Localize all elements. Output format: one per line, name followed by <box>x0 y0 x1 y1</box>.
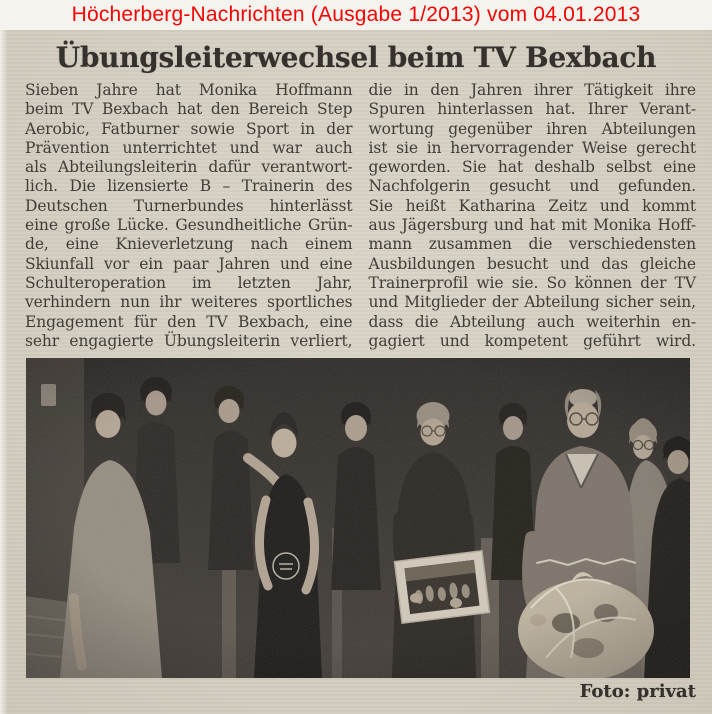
text-line: und Mitglieder der Abteilung sicher sein, <box>368 293 696 312</box>
text-line: Nachfolgerin gesucht und gefunden. <box>368 177 696 196</box>
text-line: lich. Die lizensierte B – Trainerin des <box>25 177 353 196</box>
article-body <box>0 74 712 351</box>
text-line: Aerobic, Fatburner sowie Sport in der <box>25 119 353 138</box>
text-line: Engagement für den TV Bexbach, eine <box>25 312 353 331</box>
group-photo-illustration <box>26 358 690 678</box>
text-line: als Abteilungsleiterin dafür verantwort- <box>25 158 353 177</box>
text-line: Prävention unterrichtet und war auch <box>25 138 353 157</box>
text-line: mann zusammen die verschiedensten <box>368 235 696 254</box>
text-line: die in den Jahren ihrer Tätigkeit ihre <box>368 81 696 99</box>
article-column-left <box>25 81 353 351</box>
masthead <box>0 0 712 30</box>
text-line: ist sie in hervorragender Weise gerecht <box>368 138 696 157</box>
masthead-title: Höcherberg-Nachrichten (Ausgabe 1/2013) vom 04.01.2013 <box>71 3 641 26</box>
article-column-right <box>369 81 697 351</box>
text-line: wortung gegenüber ihren Abteilungen <box>368 119 696 138</box>
photo-grain <box>26 358 690 678</box>
text-line: aus Jägersburg und hat mit Monika Hoff- <box>368 216 696 235</box>
newspaper-photo <box>26 358 690 678</box>
text-line: eine große Lücke. Gesundheitliche Grün- <box>25 216 353 235</box>
text-line: gagiert und kompetent geführt wird. <box>368 331 696 350</box>
text-line: beim TV Bexbach hat den Bereich Step <box>25 100 353 119</box>
text-line: Deutschen Turnerbundes hinterlässt <box>25 196 353 215</box>
text-line: sehr engagierte Übungsleiterin verliert, <box>25 331 353 350</box>
text-line: verhindern nun ihr weiteres sportliches <box>25 293 353 312</box>
text-line: Sieben Jahre hat Monika Hoffmann <box>25 81 353 99</box>
text-line: de, eine Knieverletzung nach einem <box>25 235 353 254</box>
photo-caption: Foto: privat <box>579 681 696 703</box>
article-headline: Übungsleiterwechsel beim TV Bexbach <box>55 41 657 74</box>
text-line: Spuren hinterlassen hat. Ihrer Verant- <box>368 100 696 119</box>
text-line: dass die Abteilung auch weiterhin en- <box>368 312 696 331</box>
text-line: Ausbildungen besucht und das gleiche <box>368 254 696 273</box>
text-line: Sie heißt Katharina Zeitz und kommt <box>368 196 696 215</box>
text-line: Schulteroperation im letzten Jahr, <box>25 273 353 292</box>
text-line: Skiunfall vor ein paar Jahren und eine <box>25 254 353 273</box>
text-line: Trainerprofil wie sie. So können der TV <box>368 273 696 292</box>
text-line: geworden. Sie hat deshalb selbst eine <box>368 158 696 177</box>
